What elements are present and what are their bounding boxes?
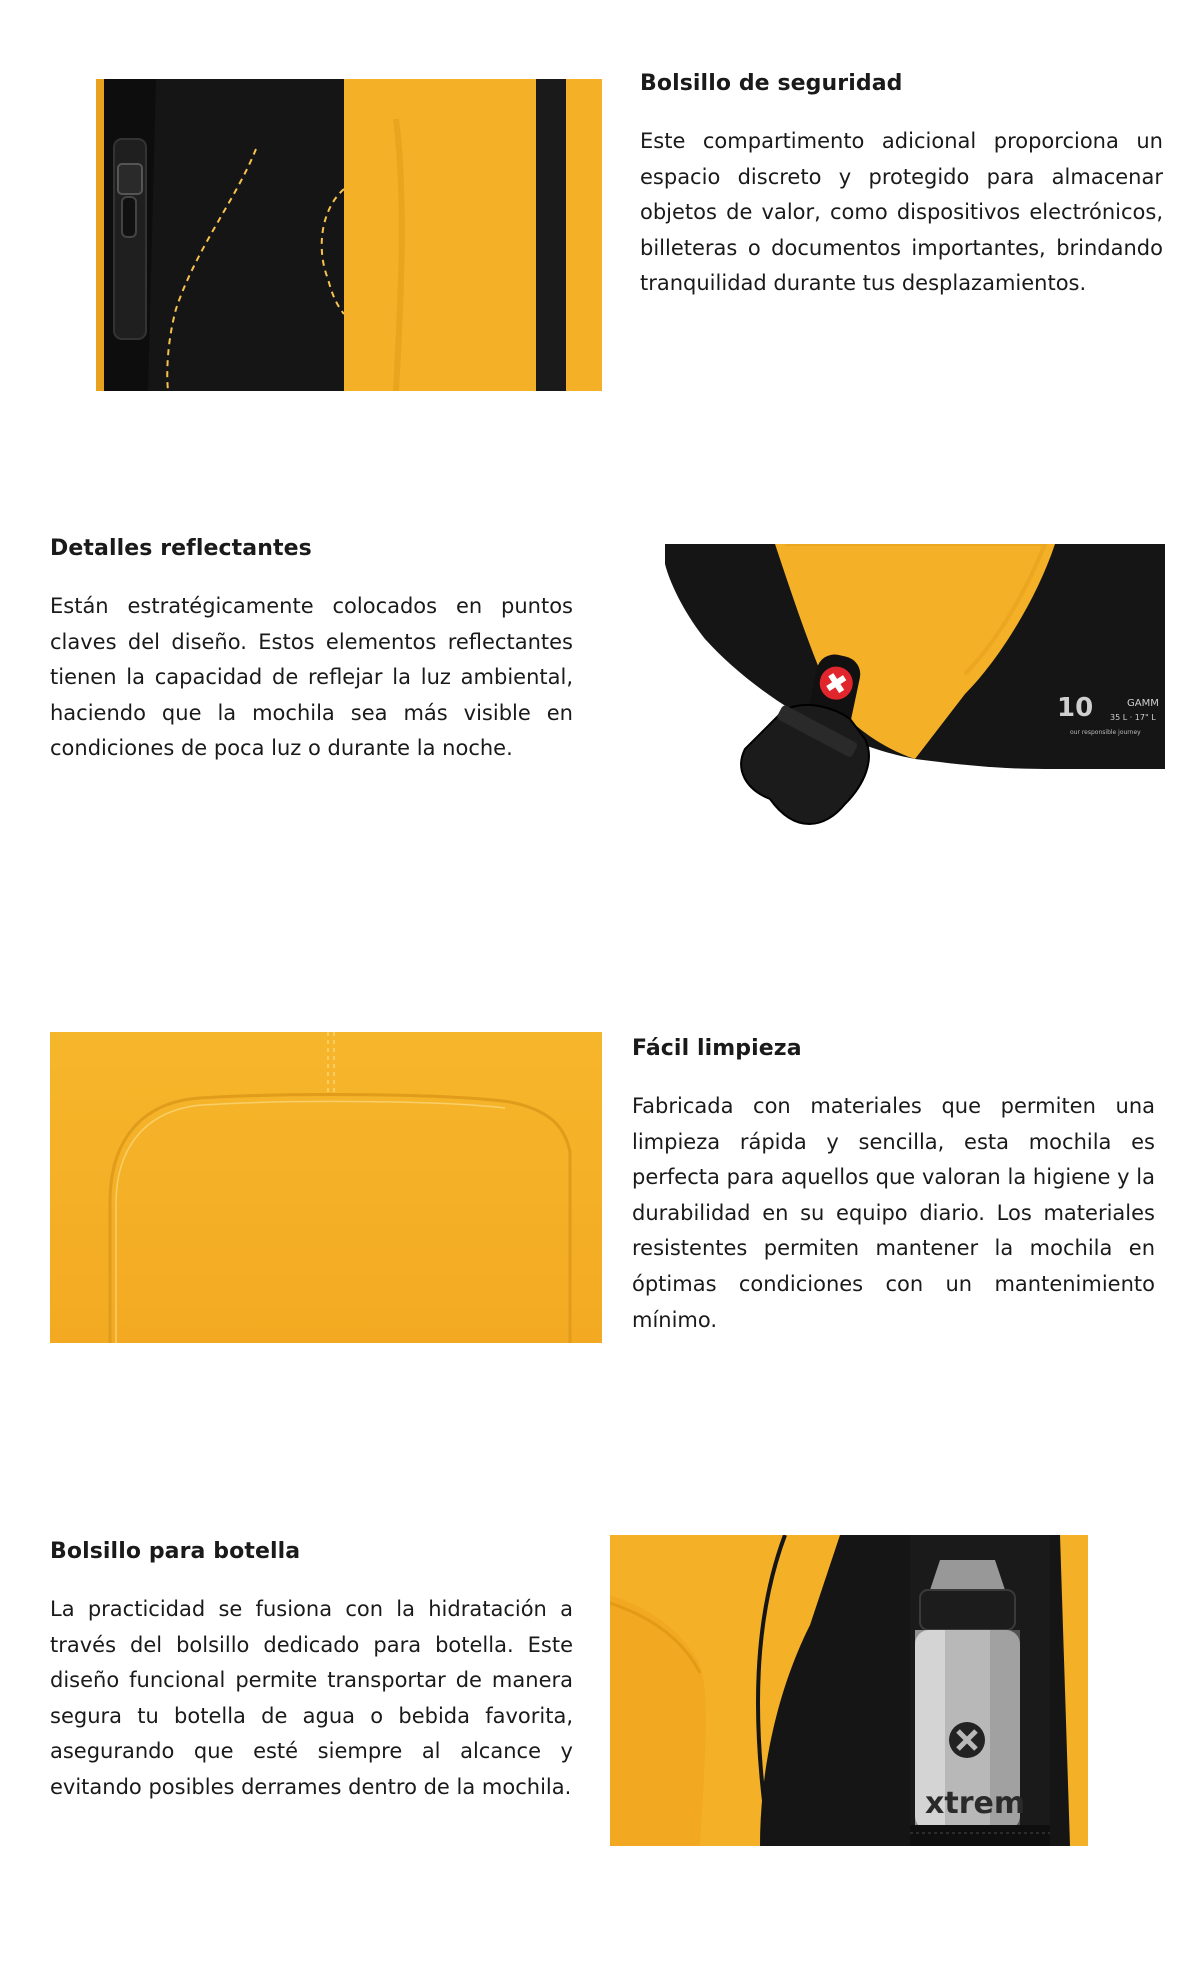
security-pocket-text bbox=[640, 70, 1163, 302]
capacity-number: 10 bbox=[1057, 693, 1094, 723]
capacity-brand: GAMM bbox=[1127, 698, 1159, 709]
capacity-size: 35 L · 17" L bbox=[1110, 713, 1156, 722]
fabric-closeup-photo bbox=[50, 1032, 602, 1343]
section-body: Están estratégicamente colocados en puntos claves del diseño. Estos elementos reflectantes tienen la capacidad de reflejar la luz ambiental, haciendo que la mochila sea más visible en condiciones de poca luz o durante la noche. bbox=[50, 594, 573, 761]
bottle-pocket-text bbox=[50, 1538, 573, 1806]
section-title: Bolsillo para botella bbox=[50, 1539, 301, 1564]
section-title: Bolsillo de seguridad bbox=[640, 71, 903, 96]
bottle-brand-label: xtrem bbox=[925, 1786, 1026, 1821]
security-pocket-image bbox=[96, 79, 602, 391]
security-pocket-photo bbox=[96, 79, 602, 391]
easy-clean-image bbox=[50, 1032, 602, 1343]
section-body: Fabricada con materiales que permiten una limpieza rápida y sencilla, esta mochila es perfecta para aquellos que valoran la higiene y la durabilidad en su equipo diario. Los materiales resistentes permiten mantener la mochila en óptimas condiciones con un mantenimiento mínimo. bbox=[632, 1094, 1155, 1332]
bottle-pocket-photo bbox=[610, 1535, 1088, 1846]
capacity-tagline: our responsible journey bbox=[1070, 729, 1141, 736]
easy-clean-text bbox=[632, 1035, 1155, 1338]
section-title: Detalles reflectantes bbox=[50, 536, 312, 561]
reflective-details-text bbox=[50, 535, 573, 767]
bottle-pocket-image bbox=[610, 1535, 1088, 1846]
section-body: La practicidad se fusiona con la hidratación a través del bolsillo dedicado para botella. Este diseño funcional permite transportar de manera segura tu botella de agua o bebida favorita, asegurando que esté siempre al alcance y evitando posibles derrames dentro de la mochila. bbox=[50, 1597, 573, 1799]
reflective-strap-image bbox=[665, 544, 1165, 846]
reflective-strap-photo bbox=[665, 544, 1165, 846]
section-body: Este compartimento adicional proporciona un espacio discreto y protegido para almacenar objetos de valor, como dispositivos electrónicos, billeteras o documentos importantes, brindando tranquilidad durante tus desplazamientos. bbox=[640, 129, 1163, 296]
section-title: Fácil limpieza bbox=[632, 1036, 802, 1061]
